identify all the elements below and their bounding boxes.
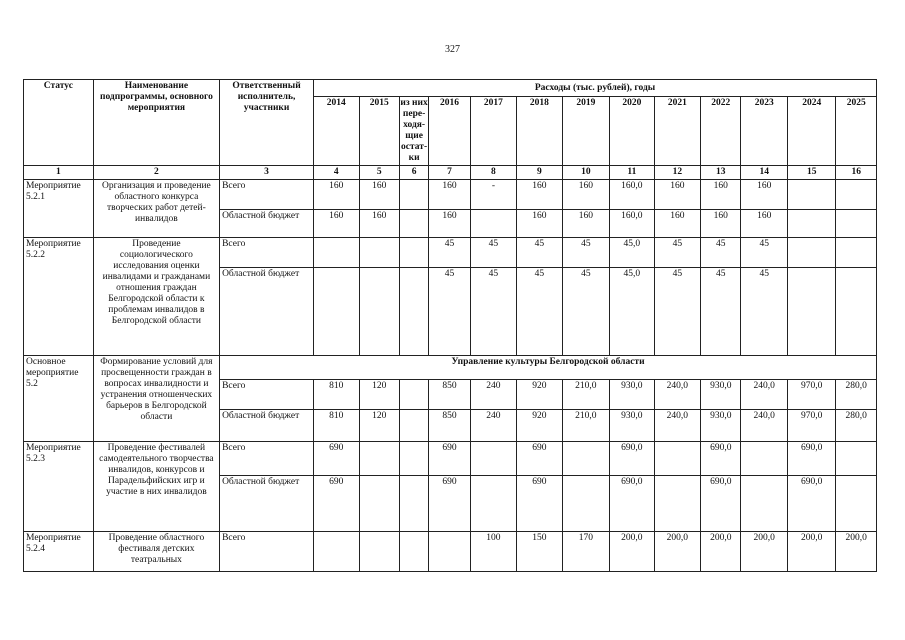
value-cell: 120 [359,410,399,442]
value-cell: 160 [429,210,470,238]
value-cell: 690,0 [701,476,741,532]
value-cell: 45 [562,238,610,268]
value-cell [836,238,877,268]
value-cell: 120 [359,380,399,410]
header-year: 2021 [654,97,700,166]
row-status: Мероприятие 5.2.3 [24,442,94,532]
value-cell: 160 [359,210,399,238]
header-status: Статус [24,80,94,166]
column-number-row [24,166,877,180]
header-year: 2015 [359,97,399,166]
value-cell: 200,0 [654,532,700,572]
value-cell [399,238,428,268]
header-year: 2018 [517,97,562,166]
value-cell: 200,0 [610,532,654,572]
header-carryover: из них пере-ходя-щие остат-ки [399,97,428,166]
col-number: 7 [429,166,470,180]
value-cell [359,238,399,268]
value-cell: 690 [429,442,470,476]
col-number: 2 [93,166,219,180]
col-number: 16 [836,166,877,180]
value-cell: 45,0 [610,238,654,268]
value-cell: 810 [314,410,359,442]
value-cell: 160,0 [610,210,654,238]
value-cell [836,476,877,532]
value-cell: 160 [517,210,562,238]
col-number: 3 [220,166,314,180]
col-number: 12 [654,166,700,180]
row-source: Всего [220,532,314,572]
value-cell [359,268,399,356]
value-cell: 690,0 [701,442,741,476]
value-cell [359,476,399,532]
col-number: 5 [359,166,399,180]
value-cell: 45 [701,238,741,268]
row-source: Областной бюджет [220,476,314,532]
table-row [24,442,877,476]
table-row [24,238,877,268]
value-cell [314,532,359,572]
value-cell: 160 [314,210,359,238]
value-cell: 160,0 [610,180,654,210]
header-executor: Ответственный исполнитель, участники [220,80,314,166]
row-source: Всего [220,238,314,268]
value-cell: 200,0 [741,532,787,572]
value-cell: 210,0 [562,410,610,442]
header-year: 2024 [787,97,836,166]
value-cell [399,442,428,476]
col-number: 15 [787,166,836,180]
header-year: 2025 [836,97,877,166]
value-cell [836,210,877,238]
value-cell: 45 [470,268,516,356]
header-expenses: Расходы (тыс. рублей), годы [314,80,877,97]
value-cell: 160 [741,210,787,238]
header-year: 2022 [701,97,741,166]
value-cell [399,380,428,410]
value-cell: 930,0 [701,380,741,410]
row-source: Всего [220,380,314,410]
header-year: 2014 [314,97,359,166]
value-cell [654,476,700,532]
value-cell: 45 [470,238,516,268]
value-cell [741,476,787,532]
row-name: Формирование условий для просвещенности граждан в вопросах инвалидности и устранения отношенческих барьеров в Белгородской области [93,356,219,442]
value-cell: 160 [562,180,610,210]
value-cell: 970,0 [787,410,836,442]
value-cell [399,410,428,442]
header-year: 2019 [562,97,610,166]
value-cell [429,532,470,572]
value-cell: 160 [517,180,562,210]
col-number: 1 [24,166,94,180]
col-number: 8 [470,166,516,180]
table-row [24,356,877,380]
header-name: Наименование подпрограммы, основного мероприятия [93,80,219,166]
value-cell: 45 [654,268,700,356]
value-cell: 170 [562,532,610,572]
value-cell [399,180,428,210]
row-name: Проведение областного фестиваля детских театральных [93,532,219,572]
value-cell: 160 [429,180,470,210]
value-cell: 150 [517,532,562,572]
value-cell [741,442,787,476]
value-cell: 45 [429,238,470,268]
header-year: 2023 [741,97,787,166]
col-number: 13 [701,166,741,180]
value-cell: 850 [429,380,470,410]
row-source: Всего [220,180,314,210]
value-cell: 45 [517,268,562,356]
page-number: 327 [445,44,460,55]
value-cell [399,210,428,238]
value-cell: 45 [741,238,787,268]
value-cell: 160 [654,180,700,210]
value-cell: 690 [429,476,470,532]
value-cell: 240 [470,380,516,410]
value-cell: 200,0 [701,532,741,572]
table-row [24,532,877,572]
value-cell [399,268,428,356]
row-name: Проведение фестивалей самодеятельного творчества инвалидов, конкурсов и Парадельфийских игр и участие в них инвалидов [93,442,219,532]
header-year: 2016 [429,97,470,166]
col-number: 11 [610,166,654,180]
value-cell: 930,0 [610,410,654,442]
col-number: 14 [741,166,787,180]
value-cell: 160 [359,180,399,210]
value-cell: 45 [429,268,470,356]
value-cell: 690,0 [610,442,654,476]
value-cell [314,268,359,356]
value-cell: 690,0 [787,442,836,476]
row-name: Организация и проведение областного конкурса творческих работ детей-инвалидов [93,180,219,238]
row-status: Мероприятие 5.2.1 [24,180,94,238]
value-cell: 240,0 [654,410,700,442]
value-cell: 160 [314,180,359,210]
value-cell [470,442,516,476]
value-cell: 850 [429,410,470,442]
header-year: 2020 [610,97,654,166]
value-cell: 930,0 [610,380,654,410]
value-cell: 240,0 [654,380,700,410]
row-source: Областной бюджет [220,410,314,442]
value-cell: 240,0 [741,410,787,442]
col-number: 6 [399,166,428,180]
value-cell [314,238,359,268]
value-cell: 210,0 [562,380,610,410]
value-cell: 45,0 [610,268,654,356]
value-cell [787,210,836,238]
value-cell: 160 [741,180,787,210]
row-name: Проведение социологического исследования оценки инвалидами и гражданами отношения граждан Белгородской области к проблемам инвалидов в Белгородской области [93,238,219,356]
value-cell [470,476,516,532]
value-cell: 45 [701,268,741,356]
value-cell: 100 [470,532,516,572]
value-cell: 240,0 [741,380,787,410]
value-cell: 200,0 [787,532,836,572]
value-cell: 690,0 [610,476,654,532]
row-status: Мероприятие 5.2.2 [24,238,94,356]
value-cell: 45 [654,238,700,268]
value-cell: 690,0 [787,476,836,532]
row-source: Областной бюджет [220,268,314,356]
col-number: 10 [562,166,610,180]
row-source: Областной бюджет [220,210,314,238]
value-cell: 810 [314,380,359,410]
row-status: Мероприятие 5.2.4 [24,532,94,572]
value-cell: 920 [517,410,562,442]
value-cell: 690 [314,442,359,476]
value-cell [836,442,877,476]
value-cell [836,180,877,210]
value-cell: 280,0 [836,380,877,410]
value-cell [399,532,428,572]
value-cell [654,442,700,476]
col-number: 9 [517,166,562,180]
value-cell: 240 [470,410,516,442]
value-cell: 160 [562,210,610,238]
value-cell [787,268,836,356]
value-cell [787,180,836,210]
value-cell: 690 [314,476,359,532]
value-cell [359,442,399,476]
value-cell: 45 [741,268,787,356]
row-status: Основное мероприятие 5.2 [24,356,94,442]
value-cell: 45 [517,238,562,268]
value-cell [399,476,428,532]
value-cell [359,532,399,572]
row-source: Всего [220,442,314,476]
value-cell: 690 [517,442,562,476]
value-cell [836,268,877,356]
col-number: 4 [314,166,359,180]
value-cell [470,210,516,238]
value-cell: 160 [654,210,700,238]
value-cell: 200,0 [836,532,877,572]
value-cell [562,442,610,476]
value-cell: 280,0 [836,410,877,442]
value-cell: 160 [701,180,741,210]
value-cell: 45 [562,268,610,356]
header-year: 2017 [470,97,516,166]
value-cell: 160 [701,210,741,238]
value-cell: 690 [517,476,562,532]
value-cell: 930,0 [701,410,741,442]
value-cell: 920 [517,380,562,410]
table-row [24,180,877,210]
value-cell: - [470,180,516,210]
expenses-table [23,79,877,572]
value-cell: 970,0 [787,380,836,410]
executor-title: Управление культуры Белгородской области [220,356,877,380]
value-cell [787,238,836,268]
value-cell [562,476,610,532]
